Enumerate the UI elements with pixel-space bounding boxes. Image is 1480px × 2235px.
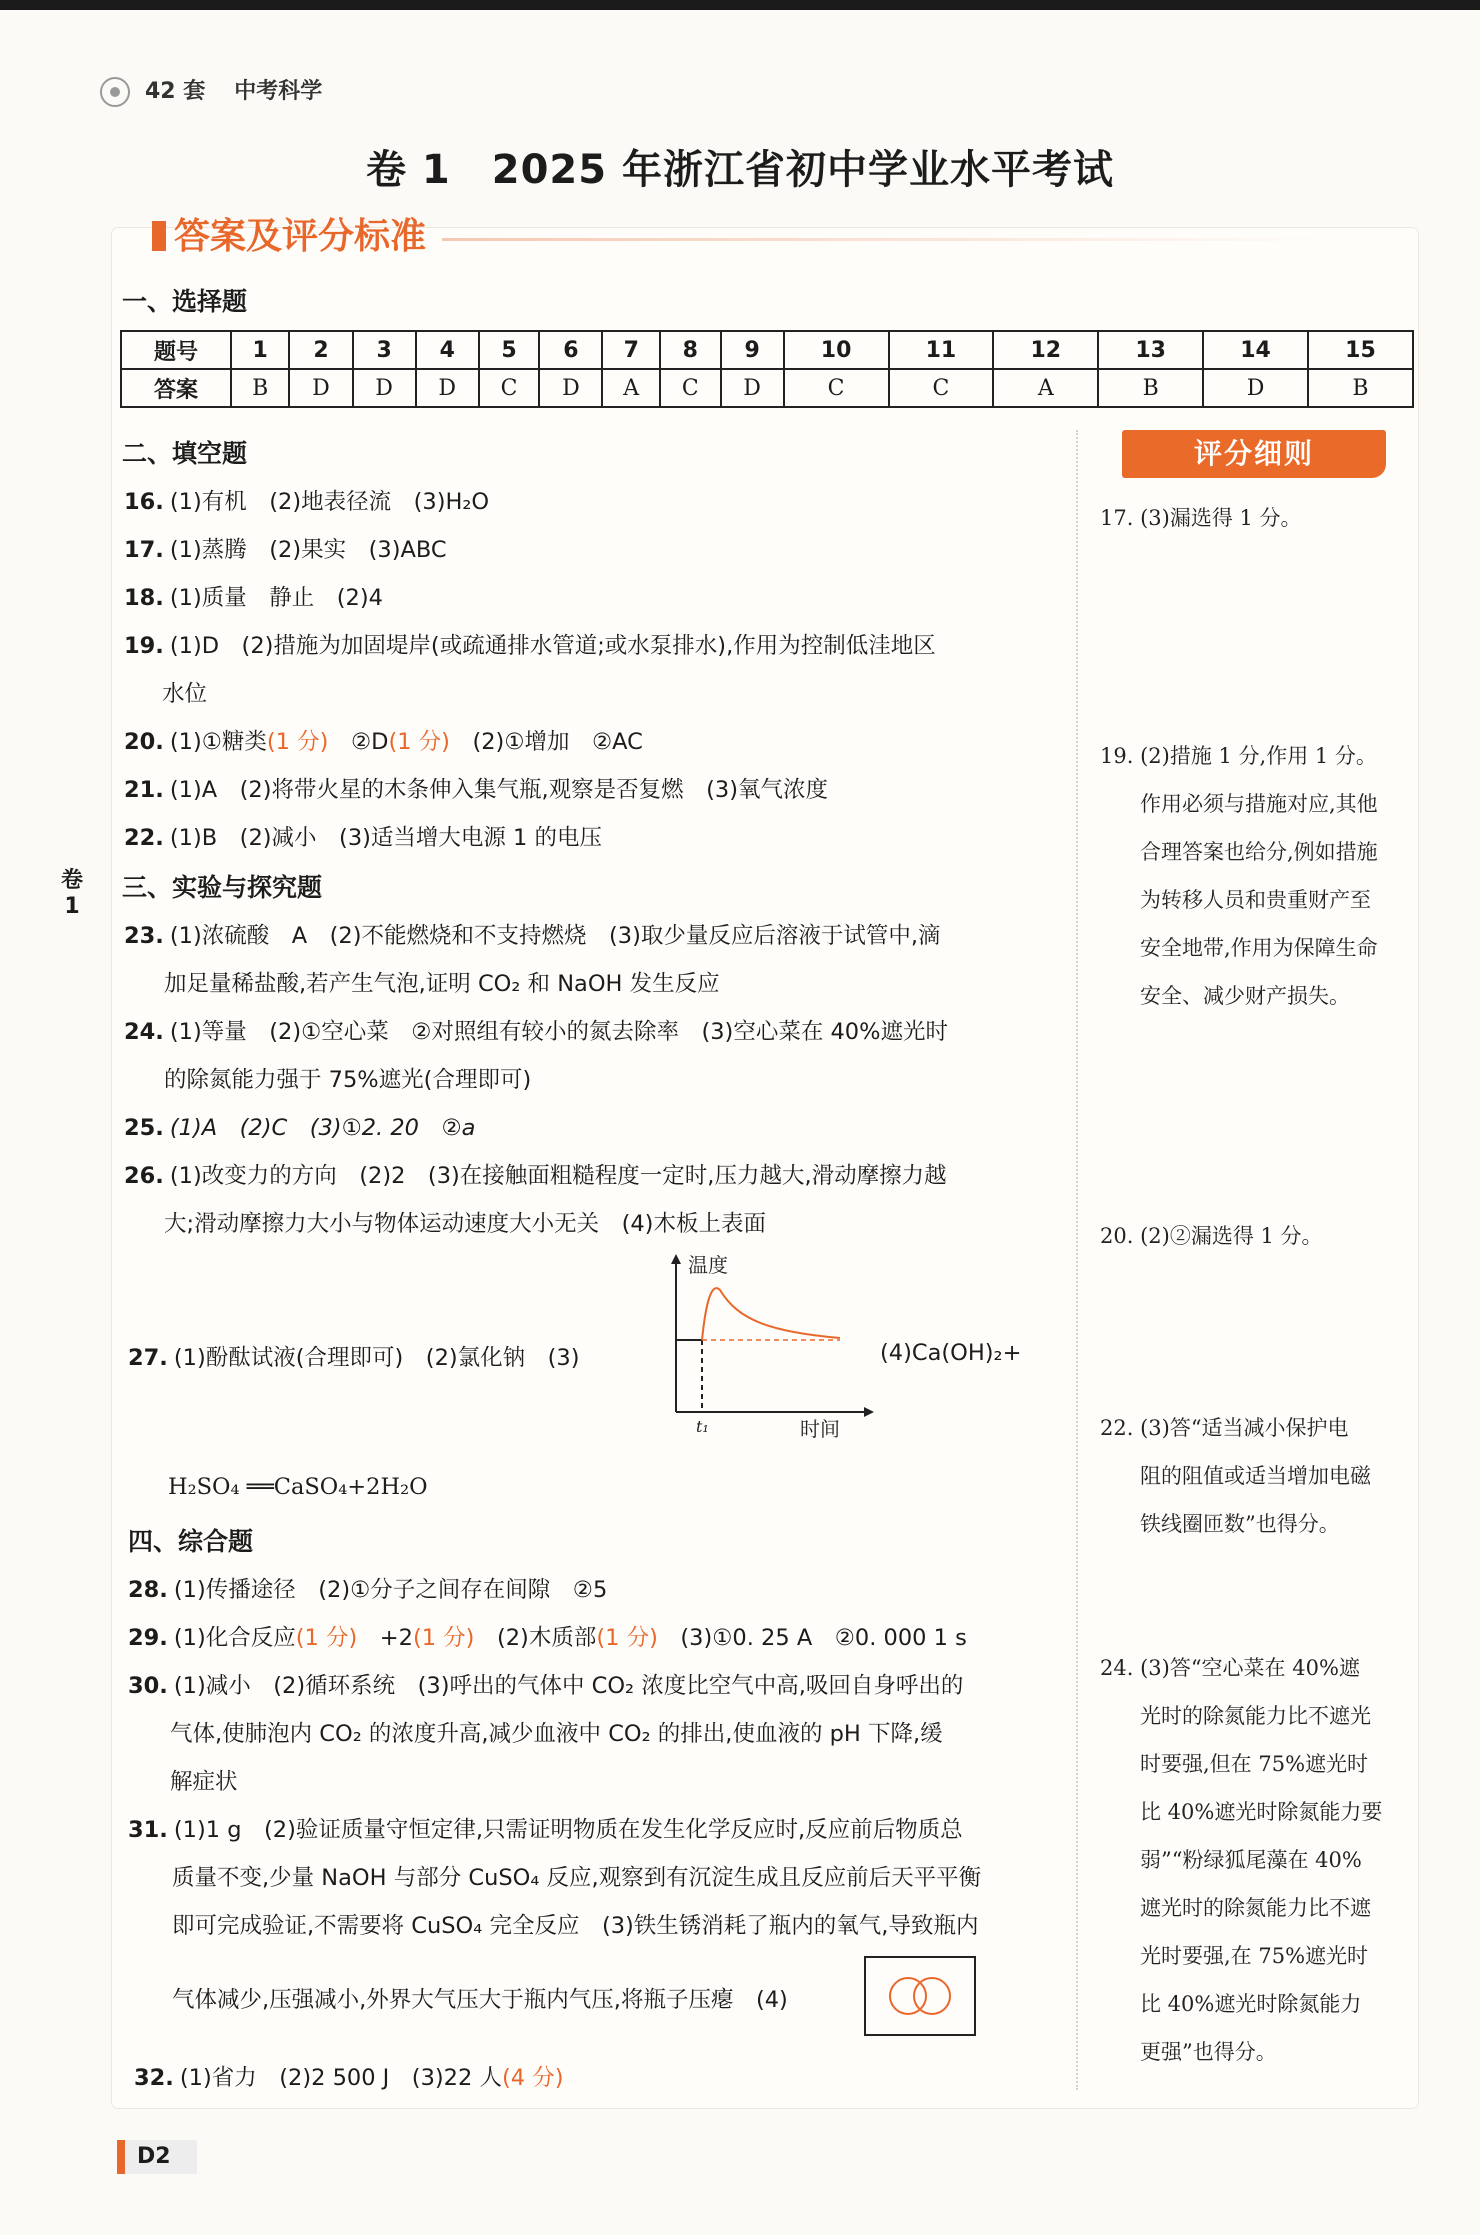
choice-answer-table [120, 330, 1414, 408]
book-name: 42 套 [145, 79, 206, 104]
scoring-note-24: 24. (3)答“空心菜在 40%遮 光时的除氮能力比不遮光 时要强,但在 75%遮光时 比 40%遮光时除氮能力要 弱”“粉绿狐尾藻在 40% 遮光时的除氮能力比不遮 光时要强,在 75%遮光时 比 40%遮光时除氮能力 更强”也得分。 [1100, 1656, 1383, 2064]
answer-line: 24. (1)等量 (2)①空心菜 ②对照组有较小的氮去除率 (3)空心菜在 40%遮光时 [124, 1019, 948, 1045]
answer-line-cont: 加足量稀盐酸,若产生气泡,证明 CO₂ 和 NaOH 发生反应 [164, 971, 720, 997]
answer-box-diagram [864, 1956, 976, 2036]
score-note: (1 分) [388, 729, 450, 755]
table-cell: C [784, 369, 889, 407]
scoring-note-19: 19. (2)措施 1 分,作用 1 分。 作用必须与措施对应,其他 合理答案也给分,例如措施 为转移人员和贵重财产至 安全地带,作用为保障生命 安全、减少财产损失。 [1100, 744, 1378, 1008]
section-marker-icon [152, 221, 166, 251]
answer-line-cont: 的除氮能力强于 75%遮光(合理即可) [164, 1067, 532, 1093]
score-note: (1 分) [596, 1625, 658, 1651]
part3-heading: 三、实验与探究题 [122, 873, 323, 902]
answer-line: 31. (1)1 g (2)验证质量守恒定律,只需证明物质在发生化学反应时,反应前后物质总 [128, 1817, 963, 1843]
answer-line: 29. (1)化合反应(1 分) +2(1 分) (2)木质部(1 分) (3)①0. 25 A ②0. 000 1 s [128, 1625, 967, 1651]
table-cell: D [539, 369, 602, 407]
answer-line: 25. (1)A (2)C (3)①2. 20 ②a [124, 1115, 476, 1141]
y-axis-label: 温度 [688, 1253, 728, 1277]
circle-right [914, 1978, 950, 2014]
answer-line: 16. (1)有机 (2)地表径流 (3)H₂O [124, 489, 490, 515]
table-cell: 3 [353, 331, 416, 369]
table-cell: 1 [231, 331, 289, 369]
score-note: (1 分) [412, 1625, 475, 1651]
scoring-note-17: 17. (3)漏选得 1 分。 [1100, 506, 1302, 530]
answer-line: 23. (1)浓硫酸 A (2)不能燃烧和不支持燃烧 (3)取少量反应后溶液于试管中,滴 [124, 923, 941, 949]
scoring-note-22: 22. (3)答“适当减小保护电 阻的阻值或适当增加电磁 铁线圈匝数”也得分。 [1100, 1416, 1371, 1536]
answer-line-cont: 质量不变,少量 NaOH 与部分 CuSO₄ 反应,观察到有沉淀生成且反应前后天平平衡 [172, 1865, 982, 1891]
section-rule [442, 238, 1342, 241]
table-cell: B [1308, 369, 1413, 407]
table-cell: 5 [479, 331, 540, 369]
table-cell: 14 [1203, 331, 1308, 369]
temperature-graph [660, 1250, 880, 1440]
answer-line-cont: 解症状 [170, 1769, 238, 1795]
answer-line: 27. (1)酚酞试液(合理即可) (2)氯化钠 (3) [128, 1345, 580, 1371]
answer-line-cont: 大;滑动摩擦力大小与物体运动速度大小无关 (4)木板上表面 [164, 1211, 766, 1237]
x-axis-label: 时间 [800, 1417, 840, 1440]
top-border [0, 0, 1480, 10]
volume-side-label: 卷 1 [60, 868, 83, 919]
answer-line: 28. (1)传播途径 (2)①分子之间存在间隙 ②5 [128, 1577, 608, 1603]
table-cell: C [479, 369, 540, 407]
table-cell: D [721, 369, 784, 407]
table-cell: 4 [416, 331, 479, 369]
equation-line: H₂SO₄ ══CaSO₄+2H₂O [168, 1474, 428, 1500]
table-cell: A [993, 369, 1098, 407]
section-title: 答案及评分标准 [152, 208, 1342, 259]
score-note: (4 分) [501, 2065, 564, 2091]
answer-line: 30. (1)减小 (2)循环系统 (3)呼出的气体中 CO₂ 浓度比空气中高,吸回自身呼出的 [128, 1673, 964, 1699]
table-cell: 7 [602, 331, 660, 369]
table-cell: 12 [993, 331, 1098, 369]
table-row [121, 369, 1413, 407]
answer-line: 32. (1)省力 (2)2 500 J (3)22 人(4 分) [134, 2065, 564, 2091]
diagram-frame [865, 1957, 975, 2035]
table-cell: C [889, 369, 994, 407]
part1-heading: 一、选择题 [122, 287, 248, 316]
y-axis-arrow-icon [671, 1254, 681, 1264]
table-cell: D [1203, 369, 1308, 407]
answer-line: 20. (1)①糖类(1 分) ②D(1 分) (2)①增加 ②AC [124, 729, 643, 755]
page-number: D2 [117, 2140, 197, 2174]
table-cell: 10 [784, 331, 889, 369]
table-row [121, 331, 1413, 369]
table-cell: 11 [889, 331, 994, 369]
table-cell: 13 [1098, 331, 1203, 369]
answer-line-cont: 气体,使肺泡内 CO₂ 的浓度升高,减少血液中 CO₂ 的排出,使血液的 pH 下降,缓 [170, 1721, 943, 1747]
x-axis-arrow-icon [864, 1407, 874, 1417]
table-cell: C [660, 369, 721, 407]
table-cell: 2 [289, 331, 352, 369]
table-cell: 6 [539, 331, 602, 369]
page-marker-icon [117, 2140, 125, 2174]
answer-line: 26. (1)改变力的方向 (2)2 (3)在接触面粗糙程度一定时,压力越大,滑动摩擦力越 [124, 1163, 947, 1189]
table-cell: D [353, 369, 416, 407]
score-note: (1 分) [295, 1625, 358, 1651]
scoring-note-20: 20. (2)②漏选得 1 分。 [1100, 1224, 1323, 1248]
running-header [100, 74, 344, 107]
table-cell: B [1098, 369, 1203, 407]
row-label: 答案 [121, 369, 231, 407]
book-logo-icon [100, 77, 130, 107]
t1-tick-label: t₁ [696, 1417, 709, 1436]
part2-heading: 二、填空题 [122, 439, 248, 468]
answer-line: 17. (1)蒸腾 (2)果实 (3)ABC [124, 537, 447, 563]
answer-line-cont: 气体减少,压强减小,外界大气压大于瓶内气压,将瓶子压瘪 (4) [172, 1987, 788, 2013]
answer-line: 18. (1)质量 静止 (2)4 [124, 585, 383, 611]
table-cell: 8 [660, 331, 721, 369]
page-title: 卷 1 2025 年浙江省初中学业水平考试 [365, 147, 1114, 193]
table-cell: 15 [1308, 331, 1413, 369]
answer-line-cont: 水位 [162, 681, 208, 707]
column-divider [1076, 430, 1078, 2090]
table-cell: B [231, 369, 289, 407]
scoring-tag: 评分细则 [1122, 430, 1386, 478]
table-cell: D [289, 369, 352, 407]
answer-line: 22. (1)B (2)减小 (3)适当增大电源 1 的电压 [124, 825, 603, 851]
answer-line-part: (4)Ca(OH)₂+ [880, 1340, 1022, 1366]
answer-line-cont: 即可完成验证,不需要将 CuSO₄ 完全反应 (3)铁生锈消耗了瓶内的氧气,导致瓶内 [172, 1913, 979, 1939]
circle-left [890, 1978, 926, 2014]
temperature-curve [702, 1288, 840, 1340]
answer-line: 21. (1)A (2)将带火星的木条伸入集气瓶,观察是否复燃 (3)氧气浓度 [124, 777, 829, 803]
answer-line: 19. (1)D (2)措施为加固堤岸(或疏通排水管道;或水泵排水),作用为控制低洼地区 [124, 633, 936, 659]
table-cell: 9 [721, 331, 784, 369]
score-note: (1 分) [266, 729, 329, 755]
row-label: 题号 [121, 331, 231, 369]
table-cell: D [416, 369, 479, 407]
part4-heading: 四、综合题 [128, 1527, 254, 1556]
table-cell: A [602, 369, 660, 407]
subject-name: 中考科学 [234, 79, 323, 104]
